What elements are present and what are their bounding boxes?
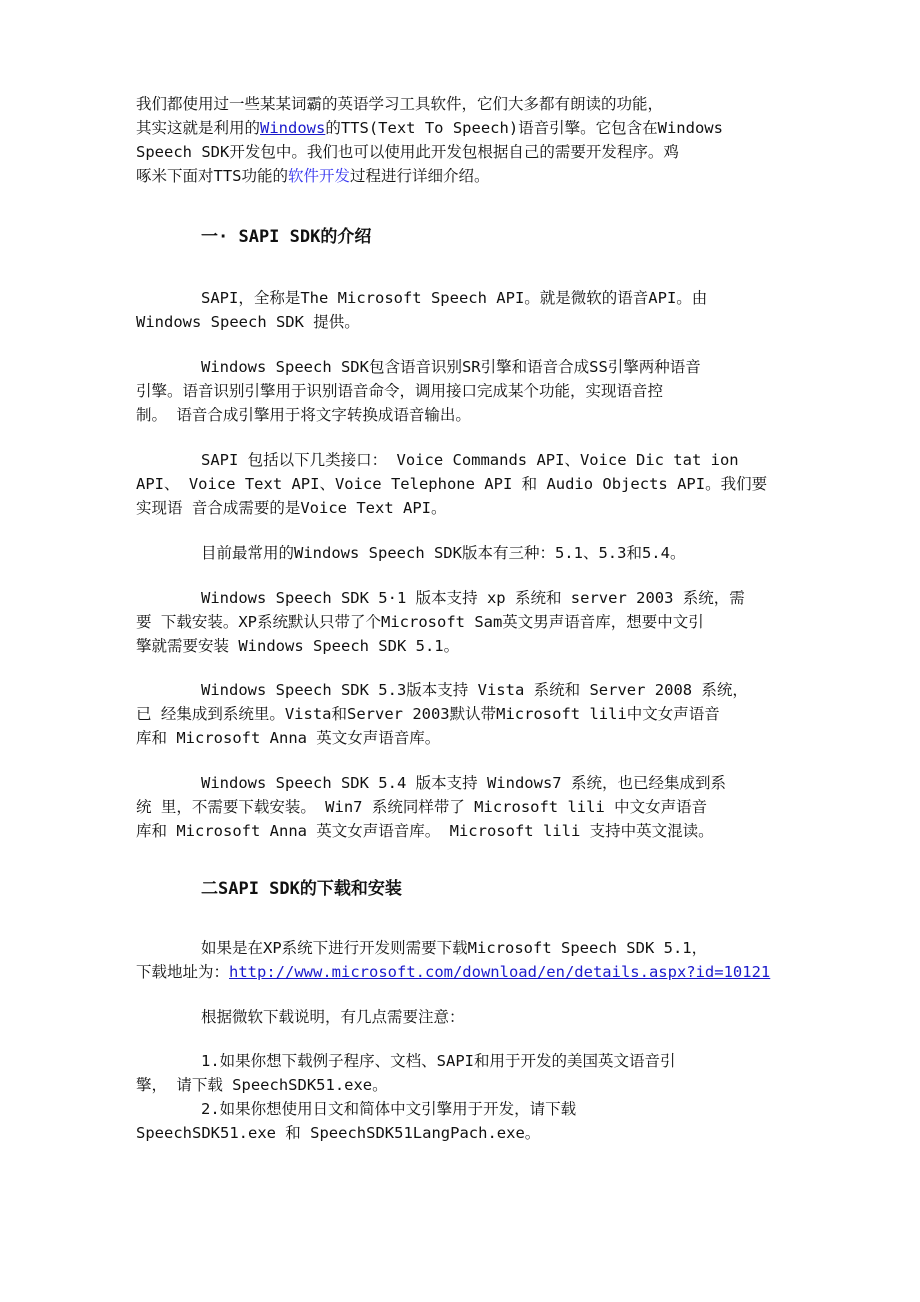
text-line: Windows Speech SDK包含语音识别SR引擎和语音合成SS引擎两种语音: [201, 358, 701, 376]
text-line: [136, 116, 796, 140]
paragraph: [136, 286, 796, 334]
text-line: Windows Speech SDK 5.3版本支持 Vista 系统和 Server 2008 系统，: [201, 681, 748, 699]
paragraph: [136, 771, 796, 843]
text: 的TTS(Text To Speech)语音引擎。它包含在Windows: [325, 119, 723, 137]
text-line: Windows Speech SDK 5.4 版本支持 Windows7 系统，也已经集成到系: [201, 774, 726, 792]
download-url-link[interactable]: http://www.microsoft.com/download/en/details.aspx?id=10121: [229, 963, 771, 981]
text: 过程进行详细介绍。: [350, 167, 490, 185]
text-line: SpeechSDK51.exe 和 SpeechSDK51LangPach.exe。: [136, 1124, 541, 1142]
paragraph: [136, 936, 796, 984]
text-line: Windows Speech SDK 提供。: [136, 313, 360, 331]
paragraph: [136, 541, 796, 565]
section-heading-2: 二SAPI SDK的下载和安装: [201, 879, 402, 899]
intro-paragraph: [136, 92, 796, 188]
text-line: SAPI 包括以下几类接口： Voice Commands API、Voice Dic tat ion: [201, 451, 739, 469]
text: 下载地址为：: [136, 963, 230, 981]
text-line: 库和 Microsoft Anna 英文女声语音库。 Microsoft lili 支持中英文混读。: [136, 822, 714, 840]
text-line: 引擎。语音识别引擎用于识别语音命令，调用接口完成某个功能，实现语音控: [136, 382, 664, 400]
software-dev-link[interactable]: 软件开发: [288, 167, 351, 185]
section-heading-1: 一· SAPI SDK的介绍: [201, 227, 372, 247]
text-line: Speech SDK开发包中。我们也可以使用此开发包根据自己的需要开发程序。鸡: [136, 143, 679, 161]
text-line: Windows Speech SDK 5·1 版本支持 xp 系统和 server 2003 系统，需: [201, 589, 745, 607]
text: 其实这就是利用的: [136, 119, 261, 137]
text-line: [136, 164, 796, 188]
text-line: 统 里，不需要下载安装。 Win7 系统同样带了 Microsoft lili 中文女声语音: [136, 798, 708, 816]
notes-list: [136, 1049, 796, 1145]
paragraph: [136, 1005, 796, 1029]
text-line: 库和 Microsoft Anna 英文女声语音库。: [136, 729, 441, 747]
text-line: SAPI，全称是The Microsoft Speech API。就是微软的语音API。由: [201, 289, 708, 307]
paragraph: [136, 355, 796, 427]
text-line: 如果是在XP系统下进行开发则需要下载Microsoft Speech SDK 5.1，: [201, 939, 708, 957]
text-line: 要 下载安装。XP系统默认只带了个Microsoft Sam英文男声语音库，想要中文引: [136, 613, 704, 631]
text-line: 已 经集成到系统里。Vista和Server 2003默认带Microsoft lili中文女声语音: [136, 705, 720, 723]
paragraph: [136, 586, 796, 658]
paragraph: [136, 678, 796, 750]
list-item: 2.如果你想使用日文和简体中文引擎用于开发，请下载: [201, 1100, 577, 1118]
text-line: 实现语 音合成需要的是Voice Text API。: [136, 499, 447, 517]
text: 啄米下面对TTS功能的: [136, 167, 288, 185]
text-line: 擎， 请下载 SpeechSDK51.exe。: [136, 1076, 388, 1094]
text-line: 制。 语音合成引擎用于将文字转换成语音输出。: [136, 406, 471, 424]
text-line: [136, 960, 796, 984]
windows-link[interactable]: Windows: [260, 119, 326, 137]
text-line: API、 Voice Text API、Voice Telephone API 和 Audio Objects API。我们要: [136, 475, 768, 493]
text-line: 我们都使用过一些某某词霸的英语学习工具软件，它们大多都有朗读的功能，: [136, 95, 664, 113]
list-item: 1.如果你想下载例子程序、文档、SAPI和用于开发的美国英文语音引: [201, 1052, 676, 1070]
text-line: 目前最常用的Windows Speech SDK版本有三种：5.1、5.3和5.4。: [201, 544, 686, 562]
paragraph: [136, 448, 796, 520]
text-line: 根据微软下载说明，有几点需要注意：: [201, 1008, 465, 1026]
text-line: 擎就需要安装 Windows Speech SDK 5.1。: [136, 637, 460, 655]
